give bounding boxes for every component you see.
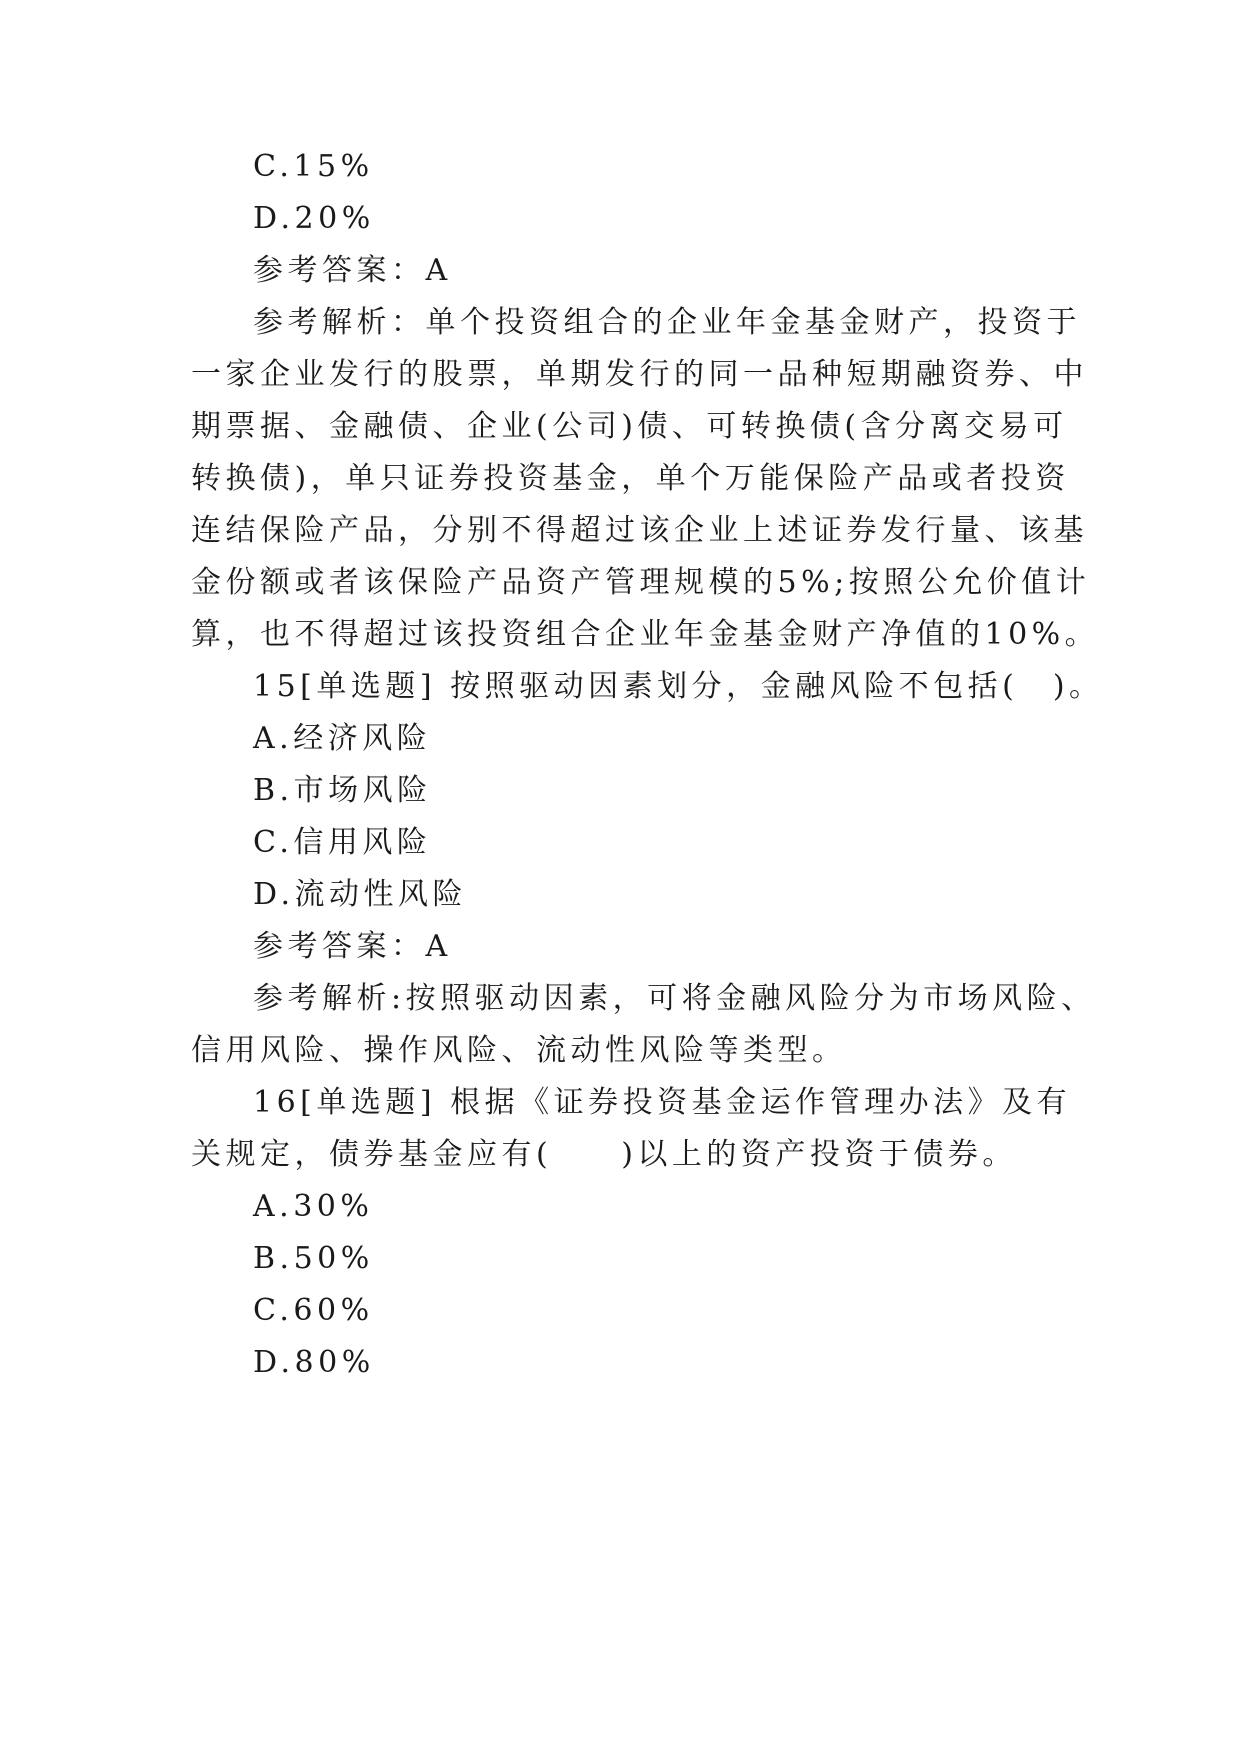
q16-option-a: A.30% [253,1189,374,1224]
q16-question-line: 16[单选题] 根据《证券投资基金运作管理办法》及有 [253,1085,1072,1120]
q16-option-b: B.50% [253,1241,374,1276]
q14-explanation-line: 算，也不得超过该投资组合企业年金基金财产净值的10%。 [191,617,1100,652]
q15-option-b: B.市场风险 [253,773,432,808]
q14-explanation-line: 一家企业发行的股票，单期发行的同一品种短期融资券、中 [191,357,1088,392]
q15-explanation-line: 信用风险、操作风险、流动性风险等类型。 [191,1033,847,1068]
q15-question: 15[单选题] 按照驱动因素划分，金融风险不包括( )。 [253,669,1104,704]
q14-explanation-line: 连结保险产品，分别不得超过该企业上述证券发行量、该基 [191,513,1088,548]
q14-option-d: D.20% [253,201,375,236]
q15-option-a: A.经济风险 [253,721,432,756]
q16-option-d: D.80% [253,1345,375,1380]
q15-explanation-line: 参考解析:按照驱动因素，可将金融风险分为市场风险、 [253,981,1096,1016]
q16-question-line: 关规定，债券基金应有( )以上的资产投资于债券。 [191,1137,1017,1172]
q14-explanation-line: 期票据、金融债、企业(公司)债、可转换债(含分离交易可 [191,409,1068,444]
q14-option-c: C.15% [253,149,374,184]
q14-explanation-line: 金份额或者该保险产品资产管理规模的5%;按照公允价值计 [191,565,1091,600]
q15-option-d: D.流动性风险 [253,877,468,912]
q14-explanation-line: 参考解析：单个投资组合的企业年金基金财产，投资于 [253,305,1081,340]
q15-option-c: C.信用风险 [253,825,432,860]
q15-answer: 参考答案：A [253,929,452,964]
q14-answer: 参考答案：A [253,253,452,288]
q16-option-c: C.60% [253,1293,374,1328]
q14-explanation-line: 转换债)，单只证券投资基金，单个万能保险产品或者投资 [191,461,1070,496]
